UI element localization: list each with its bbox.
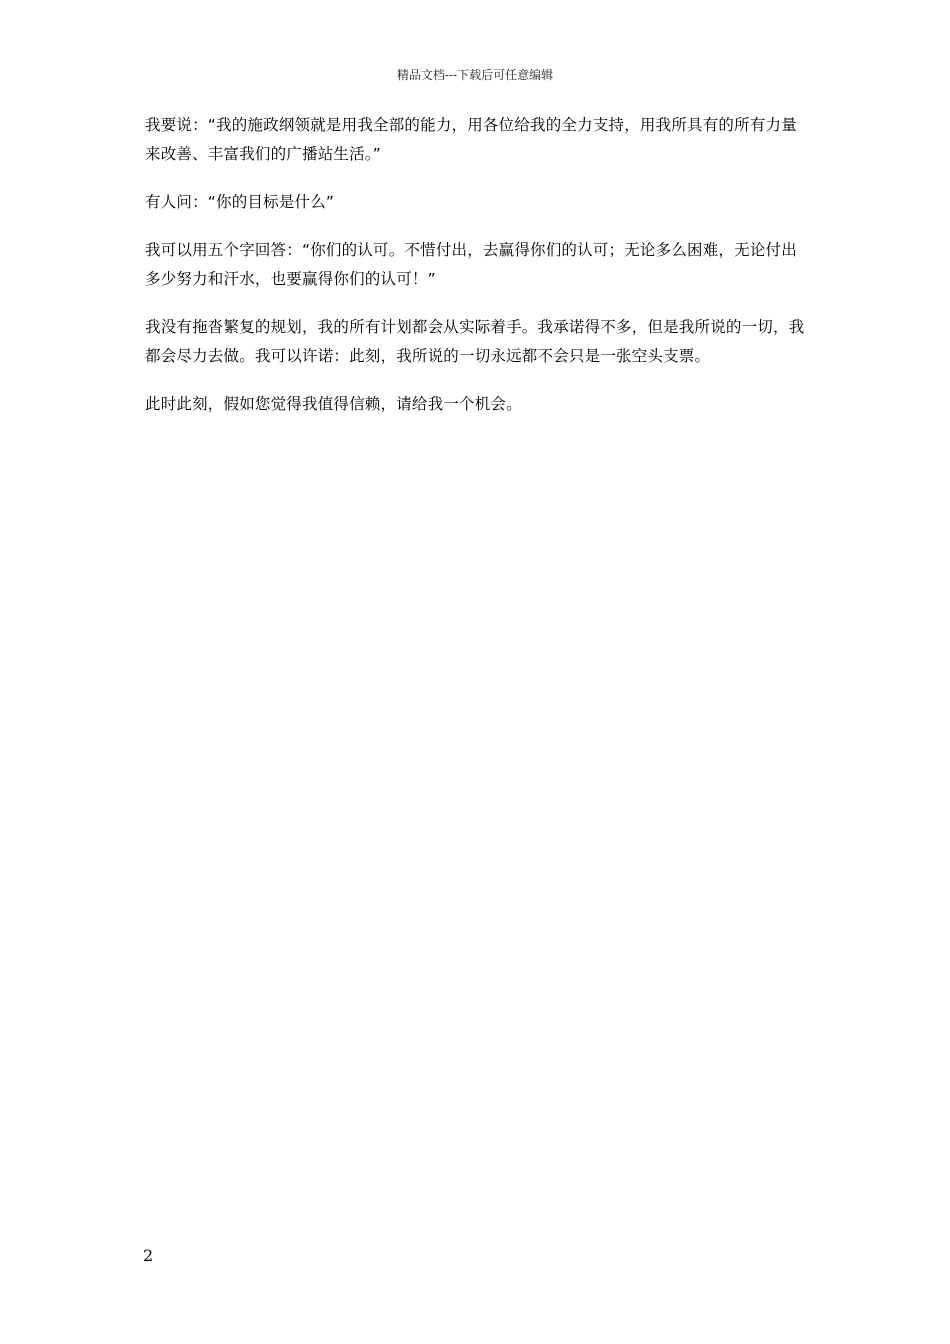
paragraph-4: 我没有拖沓繁复的规划，我的所有计划都会从实际着手。我承诺得不多，但是我所说的一切，我都会尽力去做。我可以许诺：此刻，我所说的一切永远都不会只是一张空头支票。	[145, 318, 805, 365]
page-number: 2	[143, 1246, 154, 1265]
paragraph-5: 此时此刻，假如您觉得我值得信赖，请给我一个机会。	[145, 395, 522, 413]
paragraph-3: 我可以用五个字回答：“你们的认可。不惜付出，去赢得你们的认可；无论多么困难，无论付出多少努力和汗水，也要赢得你们的认可！”	[145, 241, 797, 288]
paragraph-2: 有人问：“你的目标是什么”	[145, 193, 335, 211]
paragraph-1: 我要说：“我的施政纲领就是用我全部的能力，用各位给我的全力支持，用我所具有的所有力量来改善、丰富我们的广播站生活。”	[145, 116, 797, 163]
page-header: 精品文档---下载后可任意编辑	[396, 68, 554, 82]
document-body	[145, 111, 805, 438]
